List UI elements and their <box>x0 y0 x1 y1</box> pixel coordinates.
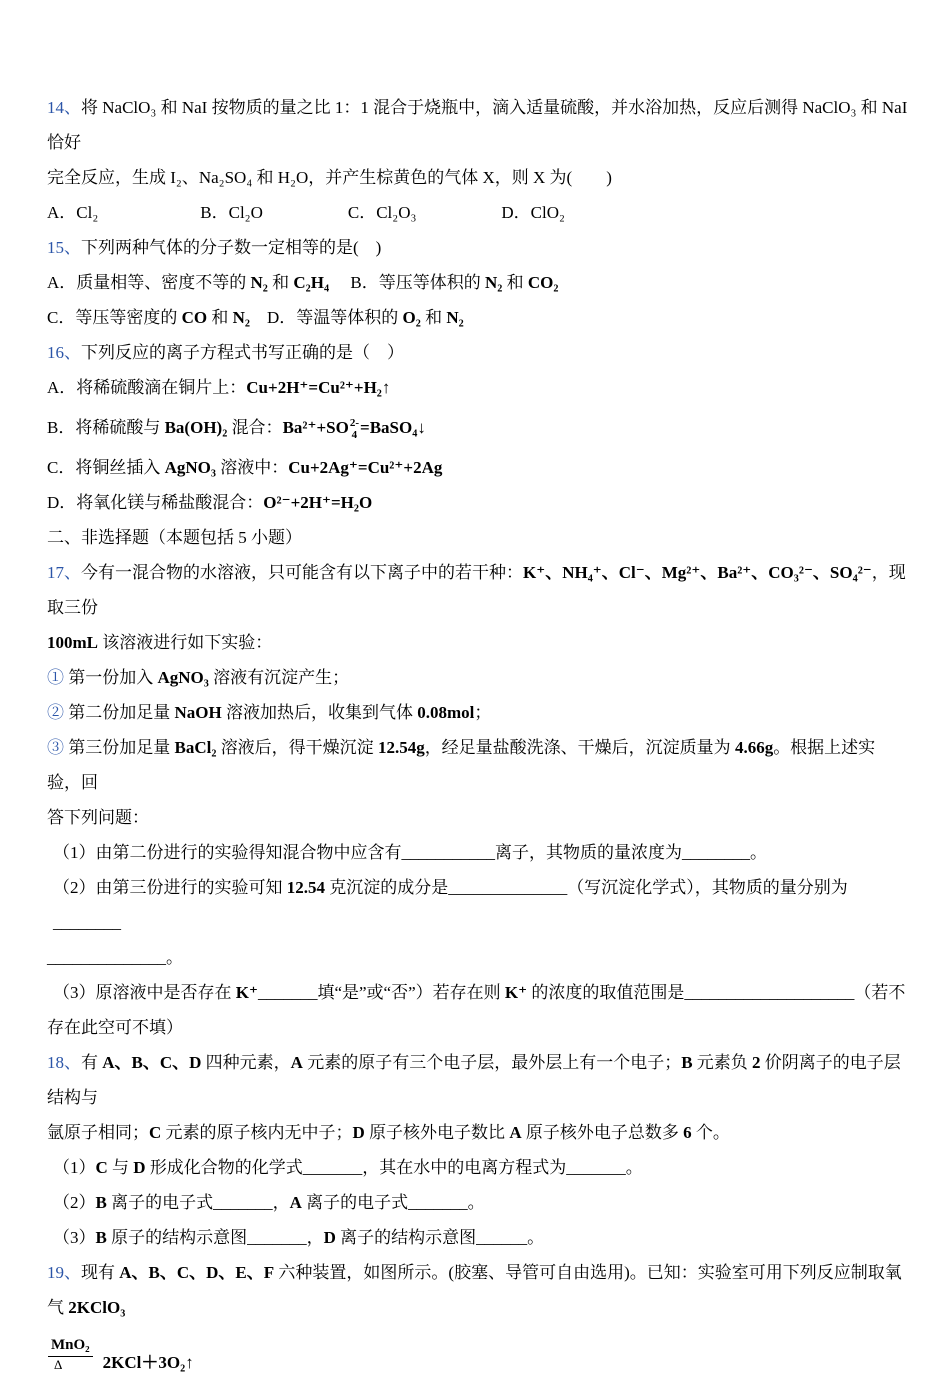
text-segment: D <box>352 1123 365 1142</box>
sulfate-charge-stack <box>350 417 359 441</box>
text-segment: 下列两种气体的分子数一定相等的是( ) <box>81 238 382 257</box>
text-segment: 第二份加足量 <box>68 703 175 722</box>
text-segment: 答下列问题： <box>47 808 149 827</box>
text-segment: 原子核外电子数比 <box>364 1123 510 1142</box>
text-segment: A．质量相等、密度不等的 <box>47 273 251 292</box>
q18-subquestion-1 <box>47 1150 908 1185</box>
text-segment: C <box>95 1158 108 1177</box>
text-segment: C．等压等密度的 <box>47 308 182 327</box>
text-segment: 形成化合物的化学式_______，其在水中的电离方程式为_______。 <box>145 1158 643 1177</box>
q16-option-d <box>47 485 908 520</box>
text-segment: CO₂ <box>527 273 559 292</box>
q17-subquestion-3-line-2 <box>47 1010 908 1045</box>
text-segment: 元素负 <box>692 1053 753 1072</box>
q18-subquestion-2 <box>47 1185 908 1220</box>
text-segment: ； <box>474 703 492 722</box>
text-segment <box>98 203 200 222</box>
text-segment: BaCl₂ <box>174 738 217 757</box>
text-segment: 12.54g <box>377 738 425 757</box>
text-segment: 2KCl＋3O₂↑ <box>102 1353 194 1372</box>
stack-top-text: 2- <box>349 417 360 430</box>
text-segment: Ba(OH)₂ <box>164 418 228 437</box>
text-segment: 和 <box>267 273 294 292</box>
q17-experiment-2 <box>47 695 908 730</box>
q15-options-ab <box>47 265 908 300</box>
text-segment: 混合： <box>227 418 283 437</box>
q17-experiment-1 <box>47 660 908 695</box>
text-segment: K⁺、NH₄⁺、Cl⁻、Mg²⁺、Ba²⁺、CO₃²⁻、SO₄²⁻ <box>523 563 872 582</box>
text-segment: 2 <box>752 1053 761 1072</box>
text-segment: D <box>133 1158 146 1177</box>
text-segment: A．将稀硫酸滴在铜片上： <box>47 378 247 397</box>
text-segment: Ba²⁺+SO <box>282 418 349 437</box>
text-segment: 15、 <box>47 238 81 257</box>
text-segment: 18、 <box>47 1053 81 1072</box>
text-segment <box>416 203 501 222</box>
text-segment: 100mL <box>47 633 98 652</box>
stack-bottom-text: Δ <box>54 1357 63 1372</box>
text-segment: ，经足量盐酸洗涤、干燥后，沉淀质量为 <box>424 738 735 757</box>
text-segment: D <box>323 1228 336 1247</box>
text-segment: 完全反应，生成 I₂、Na₂SO₄ 和 H₂O，并产生棕黄色的气体 X，则 X 为( ) <box>47 168 612 187</box>
stack-top-text: MnO₂ <box>48 1336 93 1357</box>
text-segment: D．等温等体积的 <box>266 308 403 327</box>
text-segment: 价阴离子的电子层结构与 <box>47 1053 901 1107</box>
text-segment: 0.08mol <box>417 703 475 722</box>
text-segment: CO <box>181 308 208 327</box>
text-segment: 的浓度的取值范围是____________________（若不 <box>527 983 906 1002</box>
text-segment: 16、 <box>47 343 81 362</box>
q15-options-cd <box>47 300 908 335</box>
text-segment: ① <box>47 668 69 687</box>
text-segment: 12.54 <box>286 878 325 897</box>
q16-option-a <box>47 370 908 405</box>
text-segment: C．Cl₂O₃ <box>347 203 417 222</box>
text-segment: _______填“是”或“否”）若存在则 <box>257 983 505 1002</box>
q17-experiment-3 <box>47 730 908 800</box>
text-segment: ，现取三份 <box>47 563 906 617</box>
text-segment: C₂H₄ <box>293 273 330 292</box>
q18-stem-line-1 <box>47 1045 908 1115</box>
text-segment: 溶液后，得干燥沉淀 <box>216 738 378 757</box>
text-segment: 2KClO₃ <box>68 1298 126 1317</box>
text-segment: 和 <box>420 308 447 327</box>
text-segment: 离子的电子式_______。 <box>301 1193 485 1212</box>
document-body <box>47 90 908 1373</box>
text-segment: NaOH <box>174 703 222 722</box>
text-segment: D．ClO₂ <box>501 203 565 222</box>
text-segment: B．将稀硫酸与 <box>47 418 165 437</box>
text-segment: 今有一混合物的水溶液，只可能含有以下离子中的若干种： <box>81 563 523 582</box>
text-segment: D．将氧化镁与稀盐酸混合： <box>47 493 264 512</box>
text-segment: 和 <box>207 308 233 327</box>
text-segment: AgNO₃ <box>164 458 216 477</box>
text-segment: A <box>289 1193 302 1212</box>
q17-subquestion-2-line-1 <box>47 870 908 940</box>
text-segment: Cu+2H⁺=Cu²⁺+H₂↑ <box>246 378 391 397</box>
text-segment: A <box>290 1053 303 1072</box>
text-segment: 19、 <box>47 1263 81 1282</box>
text-segment: 溶液有沉淀产生； <box>208 668 350 687</box>
text-segment: 六种装置，如图所示。(胶塞、导管可自由选用)。已知：实验室可用下列反应制取氧气 <box>47 1263 902 1317</box>
text-segment <box>329 273 350 292</box>
q18-subquestion-3 <box>47 1220 908 1255</box>
text-segment: 有 <box>81 1053 103 1072</box>
text-segment: （1）由第二份进行的实验得知混合物中应含有___________离子，其物质的量浓度为________。 <box>53 843 767 862</box>
text-segment: 14、 <box>47 98 81 117</box>
text-segment: 。根据上述实验，回 <box>47 738 876 792</box>
text-segment: N₂ <box>484 273 503 292</box>
text-segment: 和 <box>502 273 528 292</box>
text-segment: K⁺ <box>504 983 528 1002</box>
text-segment: （1） <box>53 1158 96 1177</box>
text-segment: AgNO₃ <box>157 668 209 687</box>
text-segment: 离子的结构示意图______。 <box>335 1228 545 1247</box>
text-segment <box>263 203 348 222</box>
q17-subquestion-3-line-1 <box>47 975 908 1010</box>
text-segment: 第一份加入 <box>68 668 158 687</box>
text-segment: 与 <box>107 1158 134 1177</box>
q16-option-c <box>47 450 908 485</box>
text-segment: 原子的结构示意图_______， <box>106 1228 324 1247</box>
text-segment: 4.66g <box>734 738 774 757</box>
text-segment: B．等压等体积的 <box>350 273 485 292</box>
text-segment: 克沉淀的成分是______________（写沉淀化学式），其物质的量分别为________ <box>53 878 848 932</box>
q16-stem <box>47 335 908 370</box>
q14-stem-line-1 <box>47 90 908 160</box>
text-segment: 现有 <box>81 1263 120 1282</box>
text-segment: C <box>149 1123 162 1142</box>
text-segment: K⁺ <box>235 983 258 1002</box>
text-segment: 氩原子相同； <box>47 1123 149 1142</box>
q17-experiment-3-cont <box>47 800 908 835</box>
stack-bottom-text: 4 <box>351 429 358 442</box>
q17-subquestion-2-line-2 <box>47 940 908 975</box>
q15-stem <box>47 230 908 265</box>
text-segment: 二、非选择题（本题包括 5 小题） <box>47 528 302 547</box>
text-segment: A、B、C、D <box>102 1053 202 1072</box>
q18-stem-line-2 <box>47 1115 908 1150</box>
text-segment: 下列反应的离子方程式书写正确的是（ ） <box>81 343 404 362</box>
text-segment: ______________。 <box>47 948 183 967</box>
q14-stem-line-2 <box>47 160 908 195</box>
text-segment: A．Cl₂ <box>47 203 99 222</box>
text-segment: N₂ <box>250 273 268 292</box>
q17-subquestion-1 <box>47 835 908 870</box>
reaction-condition-stack <box>48 1336 93 1373</box>
text-segment: =BaSO₄↓ <box>360 418 426 437</box>
text-segment: ③ <box>47 738 69 757</box>
text-segment: A、B、C、D、E、F <box>119 1263 275 1282</box>
text-segment: N₂ <box>446 308 464 327</box>
text-segment: Cu+2Ag⁺=Cu²⁺+2Ag <box>288 458 443 477</box>
text-segment: 存在此空可不填） <box>47 1018 183 1037</box>
q14-options <box>47 195 908 230</box>
text-segment: 原子核外电子总数多 <box>521 1123 684 1142</box>
text-segment: （2） <box>53 1193 96 1212</box>
text-segment: 将 NaClO₃ 和 NaI 按物质的量之比 1：1 混合于烧瓶中，滴入适量硫酸，并水浴加热，反应后测得 NaClO₃ 和 NaI 恰好 <box>47 98 908 152</box>
text-segment: ② <box>47 703 69 722</box>
text-segment: B．Cl₂O <box>200 203 263 222</box>
text-segment <box>250 308 267 327</box>
q16-option-b <box>47 410 908 445</box>
q19-equation <box>47 1333 908 1373</box>
text-segment: 6 <box>683 1123 692 1142</box>
text-segment: B <box>681 1053 693 1072</box>
text-segment: （3）原溶液中是否存在 <box>53 983 236 1002</box>
text-segment: B <box>95 1193 107 1212</box>
text-segment: 该溶液进行如下实验： <box>98 633 273 652</box>
text-segment: A <box>509 1123 522 1142</box>
text-segment: B <box>95 1228 107 1247</box>
q17-stem-line-2 <box>47 625 908 660</box>
text-segment: C．将铜丝插入 <box>47 458 165 477</box>
text-segment: 元素的原子有三个电子层，最外层上有一个电子； <box>302 1053 682 1072</box>
text-segment: 溶液加热后，收集到气体 <box>221 703 418 722</box>
text-segment: 元素的原子核内无中子； <box>161 1123 353 1142</box>
q17-stem-line-1 <box>47 555 908 625</box>
text-segment: 离子的电子式_______， <box>106 1193 290 1212</box>
text-segment: （2）由第三份进行的实验可知 <box>53 878 287 897</box>
q19-stem <box>47 1255 908 1325</box>
text-segment: 溶液中： <box>215 458 289 477</box>
section-2-header <box>47 520 908 555</box>
text-segment: O²⁻+2H⁺=H₂O <box>263 493 373 512</box>
text-segment: O₂ <box>402 308 421 327</box>
text-segment: 17、 <box>47 563 81 582</box>
text-segment: 个。 <box>691 1123 730 1142</box>
text-segment: N₂ <box>232 308 250 327</box>
text-segment: 四种元素， <box>201 1053 291 1072</box>
text-segment: （3） <box>53 1228 96 1247</box>
text-segment: 第三份加足量 <box>68 738 175 757</box>
